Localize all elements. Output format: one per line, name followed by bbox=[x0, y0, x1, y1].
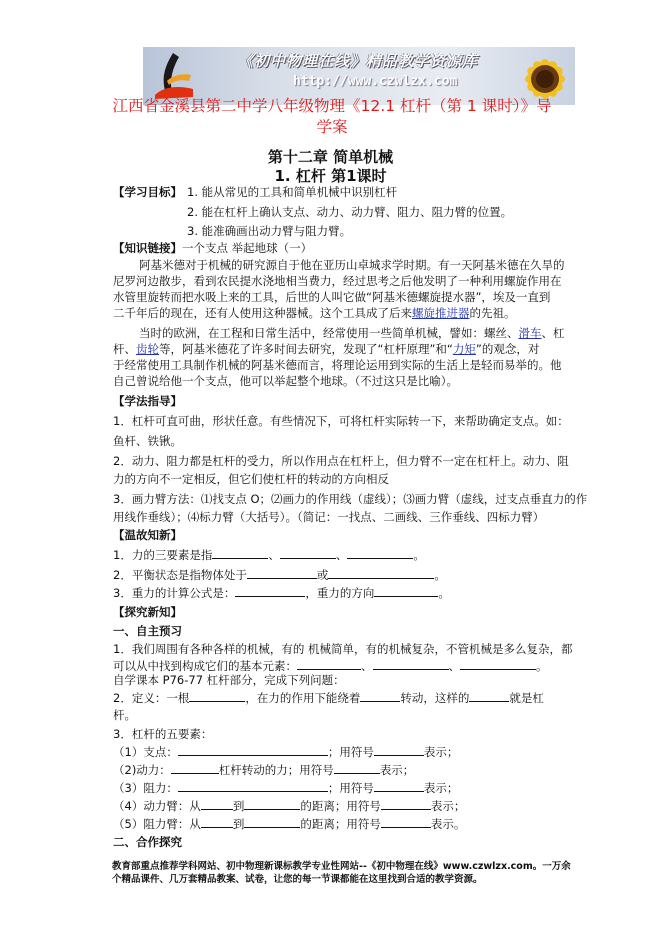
knowledge-title: 一个支点 举起地球（一） bbox=[182, 241, 313, 255]
answer-blank[interactable] bbox=[178, 781, 328, 792]
part2-heading: 二、合作探究 bbox=[113, 835, 182, 849]
element-line: （4）动力臂：从 到 的距离；用符号 表示； bbox=[113, 799, 466, 813]
explore-line: 2．定义：一根 ，在力的作用下能绕着 转动，这样的 就是杠 bbox=[113, 691, 544, 705]
answer-blank[interactable] bbox=[347, 548, 413, 559]
answer-blank[interactable] bbox=[381, 817, 431, 828]
answer-blank[interactable] bbox=[297, 659, 361, 670]
answer-blank[interactable] bbox=[374, 781, 424, 792]
link-gear[interactable]: 齿轮 bbox=[136, 342, 159, 356]
explore-label: 【探究新知】 bbox=[113, 605, 182, 619]
paragraph-line: 阿基米德对于机械的研究源自于他在亚历山卓城求学时期。有一天阿基米德在久旱的 bbox=[139, 258, 565, 272]
answer-blank[interactable] bbox=[247, 568, 317, 579]
footer-line: 教育部重点推荐学科网站、初中物理新课标教学专业性网站--《初中物理在线》www.czwlzx.com。一万余 bbox=[112, 861, 571, 872]
knowledge-label: 【知识链接】 bbox=[113, 241, 182, 255]
element-line: （3）阻力： ；用符号 表示； bbox=[113, 781, 459, 795]
explore-line: 可以从中找到构成它们的基本元素： 、 、 。 bbox=[113, 659, 548, 673]
banner-title: 《初中物理在线》精品教学资源库 bbox=[238, 52, 479, 70]
answer-blank[interactable] bbox=[328, 568, 434, 579]
paragraph-line: 二千年后的现在，还有人使用这种器械。这个工具成了后来螺旋推进器的先祖。 bbox=[113, 306, 516, 320]
review-label: 【温故知新】 bbox=[113, 528, 182, 542]
answer-blank[interactable] bbox=[178, 745, 328, 756]
answer-blank[interactable] bbox=[171, 763, 219, 774]
paragraph-line: 杆、齿轮等，阿基米德花了许多时间去研究，发现了“杠杆原理”和“力矩”的观念，对 bbox=[113, 342, 540, 356]
method-line: 鱼杆、铁锹。 bbox=[113, 434, 182, 448]
answer-blank[interactable] bbox=[334, 763, 380, 774]
paragraph-line: 于经常使用工具制作机械的阿基米德而言，将理论运用到实际的生活上是轻而易举的。他 bbox=[113, 358, 562, 372]
answer-blank[interactable] bbox=[201, 817, 233, 828]
chapter-heading: 第十二章 简单机械 bbox=[267, 148, 394, 166]
answer-blank[interactable] bbox=[373, 659, 449, 670]
answer-blank[interactable] bbox=[244, 799, 300, 810]
answer-blank[interactable] bbox=[212, 548, 268, 559]
review-question: 2．平衡状态是指物体处于 或 。 bbox=[113, 568, 446, 582]
paragraph-line: 当时的欧洲，在工程和日常生活中，经常使用一些简单机械，譬如：螺丝、滑车、杠 bbox=[139, 326, 565, 340]
element-line: （1）支点： ；用符号 表示； bbox=[113, 745, 459, 759]
answer-blank[interactable] bbox=[201, 799, 233, 810]
answer-blank[interactable] bbox=[374, 745, 424, 756]
objective-item: 3. 能准确画出动力臂与阻力臂。 bbox=[187, 224, 352, 238]
explore-line: 3．杠杆的五要素： bbox=[113, 727, 213, 741]
objectives-label: 【学习目标】 bbox=[113, 185, 182, 199]
explore-line: 自学课本 P76-77 杠杆部分，完成下列问题： bbox=[113, 673, 345, 687]
paragraph-line: 尼罗河边散步，看到农民提水浇地相当费力，经过思考之后他发明了一种利用螺旋作用在 bbox=[113, 274, 562, 288]
review-question: 1．力的三要素是指 、 、 。 bbox=[113, 548, 425, 562]
answer-blank[interactable] bbox=[235, 586, 305, 597]
method-line: 力的方向不一定相反，但它们使杠杆的转动的方向相反 bbox=[113, 472, 389, 486]
element-line: （2)动力： 杠杆转动的力；用符号 表示； bbox=[113, 763, 415, 777]
method-line: 1．杠杆可直可曲，形状任意。有些情况下，可将杠杆实际转一下，来帮助确定支点。如： bbox=[113, 414, 569, 428]
knowledge-heading bbox=[113, 241, 312, 256]
link-torque[interactable]: 力矩 bbox=[452, 342, 476, 356]
objective-item: 2. 能在杠杆上确认支点、动力、动力臂、阻力、阻力臂的位置。 bbox=[187, 205, 513, 219]
review-question: 3．重力的计算公式是： ，重力的方向 。 bbox=[113, 586, 450, 600]
answer-blank[interactable] bbox=[189, 691, 245, 702]
answer-blank[interactable] bbox=[381, 799, 431, 810]
method-label: 【学法指导】 bbox=[113, 394, 182, 408]
explore-line: 1．我们周围有各种各样的机械，有的 机械简单，有的机械复杂，不管机械是多么复杂，都 bbox=[113, 642, 573, 656]
part1-heading: 一、自主预习 bbox=[113, 624, 182, 638]
explore-line: 杆。 bbox=[113, 708, 136, 722]
method-line: 用线作垂线）；⑷标力臂（大括号）。（简记：一找点、二画线、三作垂线、四标力臂） bbox=[113, 510, 545, 524]
answer-blank[interactable] bbox=[374, 586, 438, 597]
page-footer bbox=[112, 860, 571, 886]
answer-blank[interactable] bbox=[244, 817, 300, 828]
answer-blank[interactable] bbox=[460, 659, 536, 670]
banner-url[interactable]: http://www.czwlzx.com bbox=[293, 74, 458, 89]
element-line: （5）阻力臂：从 到 的距离；用符号 表示。 bbox=[113, 817, 466, 831]
document-title: 江西省金溪县第二中学八年级物理《12.1 杠杆（第 1 课时）》导学案 bbox=[112, 97, 552, 136]
objective-item: 1. 能从常见的工具和简单机械中识别杠杆 bbox=[187, 185, 398, 199]
paragraph-line: 自己曾说给他一个支点，他可以举起整个地球。（不过这只是比喻）。 bbox=[113, 374, 458, 388]
logo-icon bbox=[153, 51, 195, 101]
lesson-heading: 1. 杠杆 第1课时 bbox=[274, 167, 387, 185]
link-pulley[interactable]: 滑车 bbox=[518, 326, 542, 340]
answer-blank[interactable] bbox=[360, 691, 400, 702]
answer-blank[interactable] bbox=[280, 548, 336, 559]
method-line: 3．画力臂方法：⑴找支点 O；⑵画力的作用线（虚线）；⑶画力臂（虚线，过支点垂直力的作 bbox=[113, 492, 588, 506]
method-line: 2．动力、阻力都是杠杆的受力，所以作用点在杠杆上，但力臂不一定在杠杆上。动力、阻 bbox=[113, 454, 569, 468]
answer-blank[interactable] bbox=[469, 691, 509, 702]
paragraph-line: 水管里旋转而把水吸上来的工具，后世的人叫它做“阿基米德螺旋提水器”，埃及一直到 bbox=[113, 290, 551, 304]
link-propeller[interactable]: 螺旋推进器 bbox=[412, 306, 470, 320]
footer-line: 个精品课件、几万套精品教案、试卷，让您的每一节课都能在这里找到合适的教学资源。 bbox=[112, 874, 483, 885]
